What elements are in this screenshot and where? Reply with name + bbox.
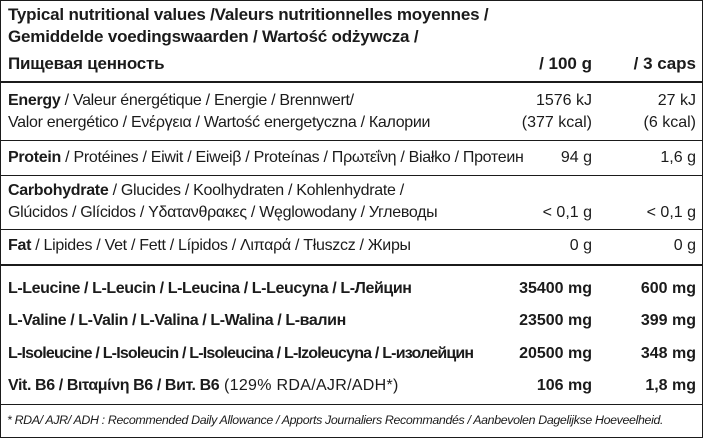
header-title-line-3: Пищевая ценность <box>8 54 165 73</box>
energy-translations-2: Valor energético / Ενέργεια / Wartość energetyczna / Калории <box>8 114 431 131</box>
protein-label <box>8 147 524 169</box>
vitamin-b6-name: Vit. B6 / Βιταμίνη B6 / Вит. B6 <box>8 377 220 394</box>
table-header <box>1 1 703 83</box>
header-title-line-1: Typical nutritional values /Valeurs nutritionnelles moyennes / <box>8 5 489 24</box>
vitamin-b6-100g: 106 mg <box>536 377 592 394</box>
footnote-text: * RDA/ AJR/ ADH : Recommended Daily Allowance / Apports Journaliers Recommandés / Aanbevolen Dagelijkse Hoeveelheid. <box>7 413 664 427</box>
valine-label: L-Valine / L-Valin / L-Valina / L-Walina / L-валин <box>8 312 346 329</box>
protein-translations: / Protéines / Eiwit / Eiweiβ / Proteínas / Πρωτεΐνη / Białko / Протеин <box>61 149 524 166</box>
energy-100g-kcal: (377 kcal) <box>521 114 592 131</box>
protein-row <box>1 141 703 176</box>
carbohydrate-row <box>1 176 703 230</box>
valine-3caps: 399 mg <box>640 312 696 329</box>
column-header-3caps: / 3 caps <box>633 54 696 73</box>
protein-100g: 94 g <box>560 149 592 166</box>
energy-label-line-1 <box>8 90 354 112</box>
energy-translations-1: / Valeur énergétique / Energie / Brennwert/ <box>60 92 354 109</box>
isoleucine-3caps: 348 mg <box>640 345 696 362</box>
protein-3caps: 1,6 g <box>660 149 696 166</box>
vitamin-b6-rda-note: (129% RDA/AJR/ADH*) <box>219 377 399 394</box>
column-header-100g: / 100 g <box>539 54 592 73</box>
carbohydrate-3caps: < 0,1 g <box>646 204 696 221</box>
isoleucine-label: L-Isoleucine / L-Isoleucin / L-Isoleucina / L-Izoleucyna / L-изолейцин <box>8 345 474 362</box>
energy-100g-kj: 1576 kJ <box>535 92 592 109</box>
energy-name: Energy <box>8 92 61 109</box>
fat-translations: / Lipides / Vet / Fett / Lípidos / Λιπαρά / Tłuszcz / Жиры <box>31 237 411 254</box>
fat-100g: 0 g <box>569 237 592 254</box>
fat-3caps: 0 g <box>673 237 696 254</box>
energy-3caps-kcal: (6 kcal) <box>643 114 696 131</box>
leucine-3caps: 600 mg <box>640 280 696 297</box>
fat-label <box>8 235 411 257</box>
leucine-label: L-Leucine / L-Leucin / L-Leucina / L-Leucyna / L-Лейцин <box>8 280 412 297</box>
fat-row <box>1 230 703 266</box>
footnote <box>1 404 703 438</box>
vitamin-b6-3caps: 1,8 mg <box>645 377 696 394</box>
carbohydrate-name: Carbohydrate <box>8 182 109 199</box>
fat-name: Fat <box>8 237 32 254</box>
protein-name: Protein <box>8 149 62 166</box>
valine-100g: 23500 mg <box>519 312 592 329</box>
carbohydrate-translations-1: / Glucides / Koolhydraten / Kohlenhydrate / <box>108 182 404 199</box>
energy-row <box>1 83 703 141</box>
header-title-line-2: Gemiddelde voedingswaarden / Wartość odżywcza / <box>8 27 419 46</box>
carbohydrate-100g: < 0,1 g <box>542 204 592 221</box>
energy-3caps-kj: 27 kJ <box>657 92 696 109</box>
carbohydrate-label-line-1 <box>8 180 404 202</box>
carbohydrate-translations-2: Glúcidos / Glícidos / Υδατανθρακες / Węglowodany / Углеводы <box>8 204 438 221</box>
isoleucine-100g: 20500 mg <box>519 345 592 362</box>
vitamin-b6-label <box>8 375 399 397</box>
leucine-100g: 35400 mg <box>519 280 592 297</box>
